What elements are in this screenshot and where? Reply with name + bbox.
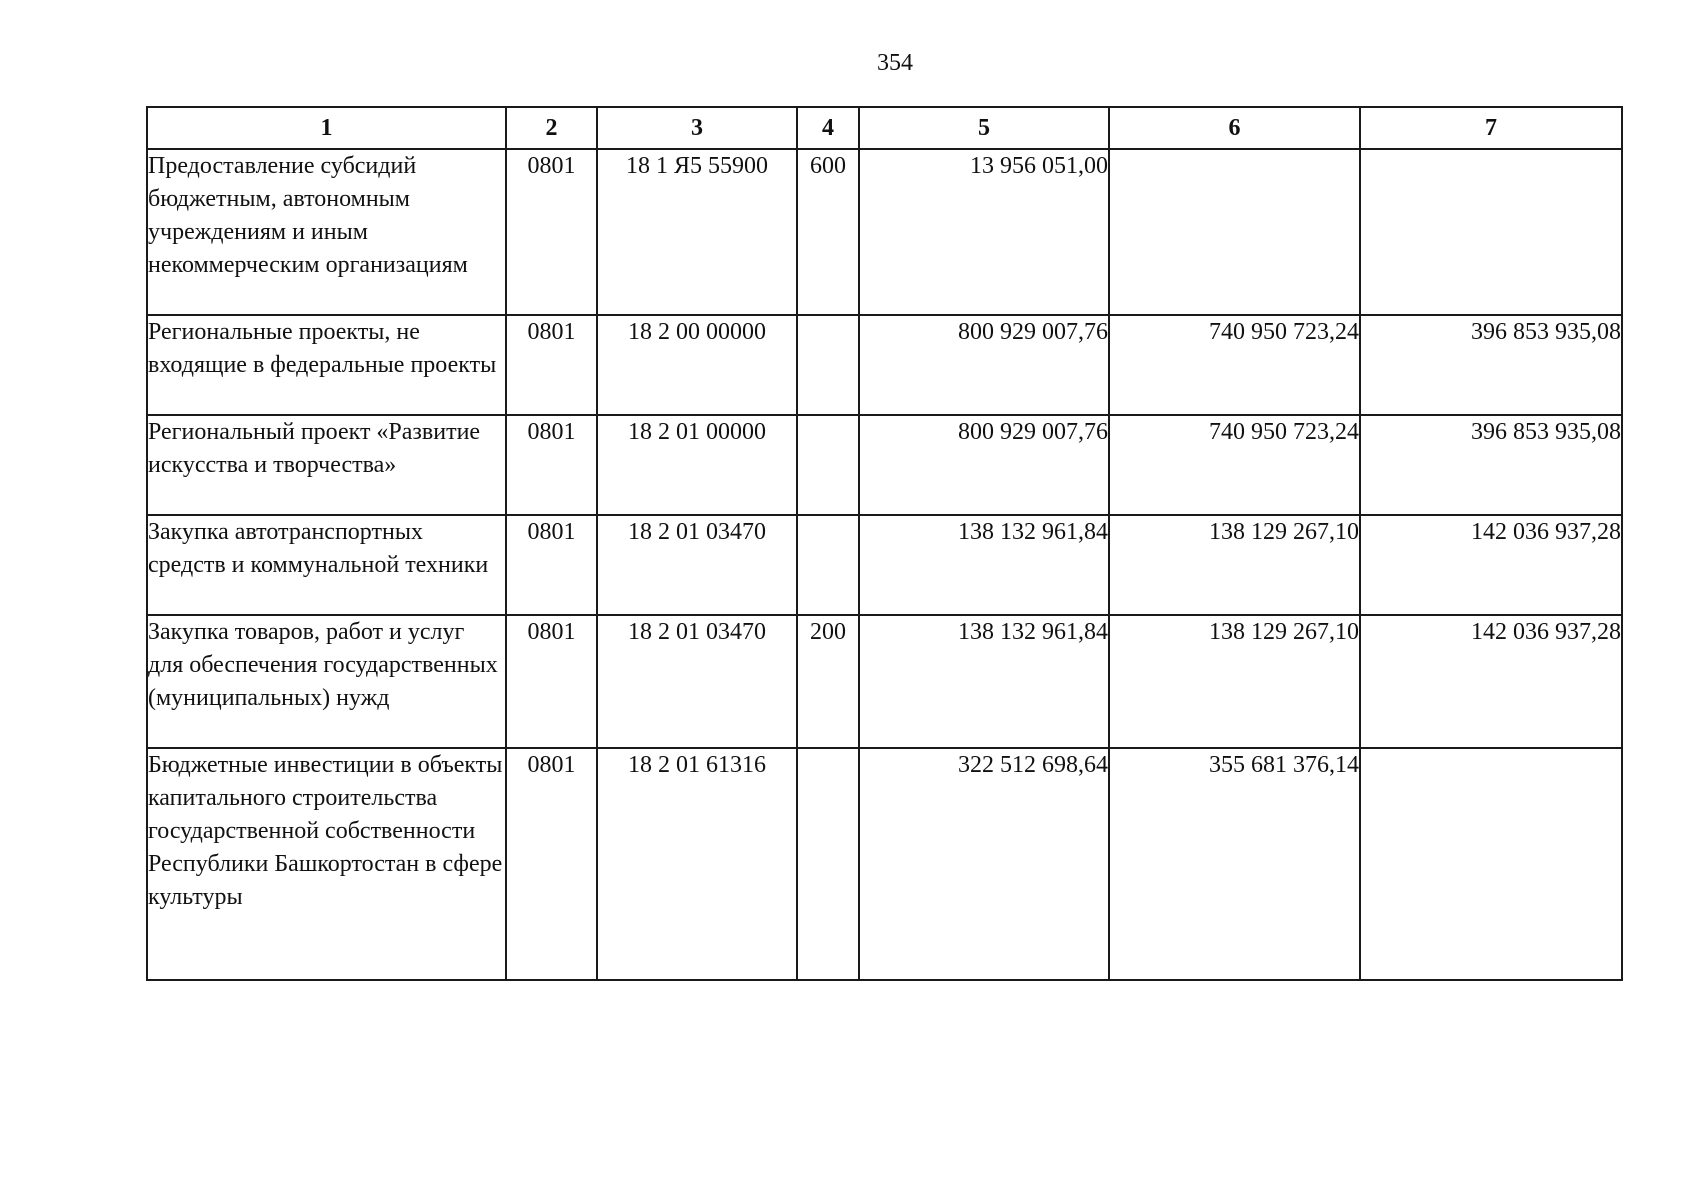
row-type bbox=[797, 315, 859, 415]
row-name: Закупка автотранспортных средств и коммунальной техники bbox=[147, 515, 506, 615]
row-type: 600 bbox=[797, 149, 859, 315]
row-value-5: 800 929 007,76 bbox=[859, 415, 1109, 515]
row-section: 0801 bbox=[506, 515, 597, 615]
row-section: 0801 bbox=[506, 415, 597, 515]
row-code: 18 1 Я5 55900 bbox=[597, 149, 797, 315]
row-value-7 bbox=[1360, 149, 1622, 315]
row-value-7: 396 853 935,08 bbox=[1360, 415, 1622, 515]
row-section: 0801 bbox=[506, 615, 597, 748]
row-type bbox=[797, 515, 859, 615]
row-code: 18 2 01 00000 bbox=[597, 415, 797, 515]
row-value-7: 396 853 935,08 bbox=[1360, 315, 1622, 415]
column-header-4: 4 bbox=[797, 107, 859, 149]
row-value-7: 142 036 937,28 bbox=[1360, 615, 1622, 748]
row-value-5: 800 929 007,76 bbox=[859, 315, 1109, 415]
row-type bbox=[797, 415, 859, 515]
row-name: Региональные проекты, не входящие в федеральные проекты bbox=[147, 315, 506, 415]
row-value-7: 142 036 937,28 bbox=[1360, 515, 1622, 615]
row-value-6: 355 681 376,14 bbox=[1109, 748, 1360, 980]
column-header-7: 7 bbox=[1360, 107, 1622, 149]
row-type bbox=[797, 748, 859, 980]
budget-table bbox=[146, 106, 1623, 981]
table-row bbox=[147, 515, 1622, 615]
row-section: 0801 bbox=[506, 149, 597, 315]
row-value-6: 138 129 267,10 bbox=[1109, 515, 1360, 615]
row-section: 0801 bbox=[506, 315, 597, 415]
row-value-6: 740 950 723,24 bbox=[1109, 415, 1360, 515]
row-value-5: 138 132 961,84 bbox=[859, 615, 1109, 748]
table-row bbox=[147, 415, 1622, 515]
row-code: 18 2 01 03470 bbox=[597, 515, 797, 615]
row-section: 0801 bbox=[506, 748, 597, 980]
table-row bbox=[147, 748, 1622, 980]
row-value-5: 13 956 051,00 bbox=[859, 149, 1109, 315]
row-value-6: 138 129 267,10 bbox=[1109, 615, 1360, 748]
table-row bbox=[147, 315, 1622, 415]
row-value-6: 740 950 723,24 bbox=[1109, 315, 1360, 415]
row-name: Региональный проект «Развитие искусства и творчества» bbox=[147, 415, 506, 515]
table-row bbox=[147, 615, 1622, 748]
row-value-5: 322 512 698,64 bbox=[859, 748, 1109, 980]
column-header-5: 5 bbox=[859, 107, 1109, 149]
header-row bbox=[147, 107, 1622, 149]
row-name: Закупка товаров, работ и услуг для обеспечения государственных (муниципальных) нужд bbox=[147, 615, 506, 748]
row-name: Предоставление субсидий бюджетным, автономным учреждениям и иным некоммерческим организациям bbox=[147, 149, 506, 315]
row-code: 18 2 01 61316 bbox=[597, 748, 797, 980]
column-header-1: 1 bbox=[147, 107, 506, 149]
row-value-5: 138 132 961,84 bbox=[859, 515, 1109, 615]
row-code: 18 2 01 03470 bbox=[597, 615, 797, 748]
column-header-6: 6 bbox=[1109, 107, 1360, 149]
column-header-3: 3 bbox=[597, 107, 797, 149]
row-code: 18 2 00 00000 bbox=[597, 315, 797, 415]
table-row bbox=[147, 149, 1622, 315]
column-header-2: 2 bbox=[506, 107, 597, 149]
row-name: Бюджетные инвестиции в объекты капитального строительства государственной собственности Республики Башкортостан в сфере культуры bbox=[147, 748, 506, 980]
row-value-6 bbox=[1109, 149, 1360, 315]
page-number: 354 bbox=[877, 50, 913, 76]
row-type: 200 bbox=[797, 615, 859, 748]
row-value-7 bbox=[1360, 748, 1622, 980]
